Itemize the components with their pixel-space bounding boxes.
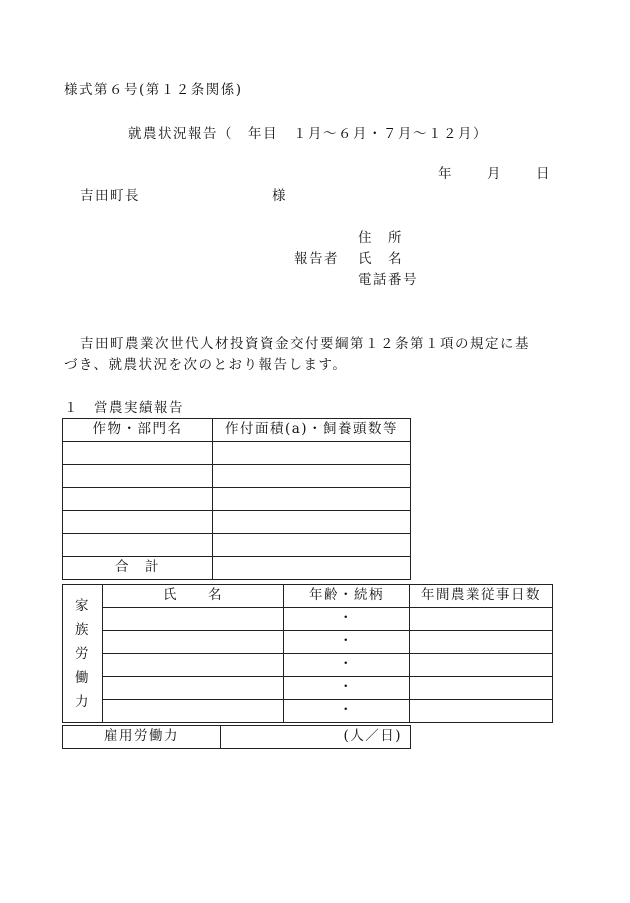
total-row — [63, 557, 411, 580]
table-row — [63, 534, 411, 557]
employed-labor-table — [62, 725, 411, 749]
section1-heading: １ 営農実績報告 — [64, 400, 184, 416]
employed-row — [63, 726, 411, 749]
name-cell[interactable] — [103, 631, 284, 654]
body-text-line2: づき、就農状況を次のとおり報告します。 — [64, 357, 348, 373]
employed-unit: (人／日) — [343, 728, 402, 745]
table-row — [63, 677, 553, 700]
form-number: 様式第６号(第１２条関係) — [64, 82, 243, 98]
col-days-header: 年間農業従事日数 — [410, 585, 553, 608]
side-char: 家 — [75, 597, 90, 614]
days-cell[interactable] — [410, 677, 553, 700]
table-row — [63, 654, 553, 677]
address-label: 住 所 — [358, 230, 403, 246]
reporter-label: 報告者 — [294, 251, 339, 267]
table-row — [63, 488, 411, 511]
days-cell[interactable] — [410, 631, 553, 654]
area-cell[interactable] — [213, 534, 411, 557]
date-year-label: 年 — [438, 166, 453, 182]
name-cell[interactable] — [103, 654, 284, 677]
table-row — [63, 631, 553, 654]
honorific: 様 — [272, 188, 287, 204]
phone-label: 電話番号 — [358, 272, 418, 288]
employed-value-cell[interactable] — [221, 726, 411, 749]
age-cell[interactable]: ・ — [284, 654, 410, 677]
side-char: 族 — [75, 621, 90, 638]
body-text-line1: 吉田町農業次世代人材投資資金交付要綱第１２条第１項の規定に基 — [80, 336, 530, 352]
addressee: 吉田町長 — [80, 188, 140, 204]
area-cell[interactable] — [213, 465, 411, 488]
area-cell[interactable] — [213, 442, 411, 465]
employed-label: 雇用労働力 — [63, 726, 221, 749]
name-label: 氏 名 — [358, 251, 403, 267]
table-row — [63, 511, 411, 534]
area-cell[interactable] — [213, 488, 411, 511]
crop-cell[interactable] — [63, 465, 213, 488]
crop-cell[interactable] — [63, 511, 213, 534]
table-row — [63, 442, 411, 465]
table-row — [63, 465, 411, 488]
days-cell[interactable] — [410, 700, 553, 723]
age-cell[interactable]: ・ — [284, 677, 410, 700]
col-age-header: 年齢・続柄 — [284, 585, 410, 608]
crop-table-header — [63, 419, 411, 442]
family-labor-side-label — [63, 585, 103, 723]
date-month-label: 月 — [487, 166, 502, 182]
crop-cell[interactable] — [63, 488, 213, 511]
name-cell[interactable] — [103, 700, 284, 723]
age-cell[interactable]: ・ — [284, 700, 410, 723]
days-cell[interactable] — [410, 654, 553, 677]
total-label: 合 計 — [63, 557, 213, 580]
table-row — [63, 700, 553, 723]
crop-cell[interactable] — [63, 534, 213, 557]
family-table-header — [63, 585, 553, 608]
col-name-header: 氏 名 — [103, 585, 284, 608]
page-title: 就農状況報告（ 年目 １月～６月・７月～１２月） — [128, 126, 488, 142]
crop-cell[interactable] — [63, 442, 213, 465]
table-row — [63, 608, 553, 631]
side-char: 力 — [75, 693, 90, 710]
area-cell[interactable] — [213, 511, 411, 534]
age-cell[interactable]: ・ — [284, 608, 410, 631]
total-value-cell[interactable] — [213, 557, 411, 580]
days-cell[interactable] — [410, 608, 553, 631]
side-char: 働 — [75, 669, 90, 686]
date-day-label: 日 — [536, 166, 551, 182]
col-area-header: 作付面積(a)・飼養頭数等 — [213, 419, 411, 442]
side-char: 労 — [75, 645, 90, 662]
age-cell[interactable]: ・ — [284, 631, 410, 654]
family-labor-table — [62, 584, 553, 723]
crop-table — [62, 418, 411, 580]
col-crop-header: 作物・部門名 — [63, 419, 213, 442]
name-cell[interactable] — [103, 677, 284, 700]
name-cell[interactable] — [103, 608, 284, 631]
